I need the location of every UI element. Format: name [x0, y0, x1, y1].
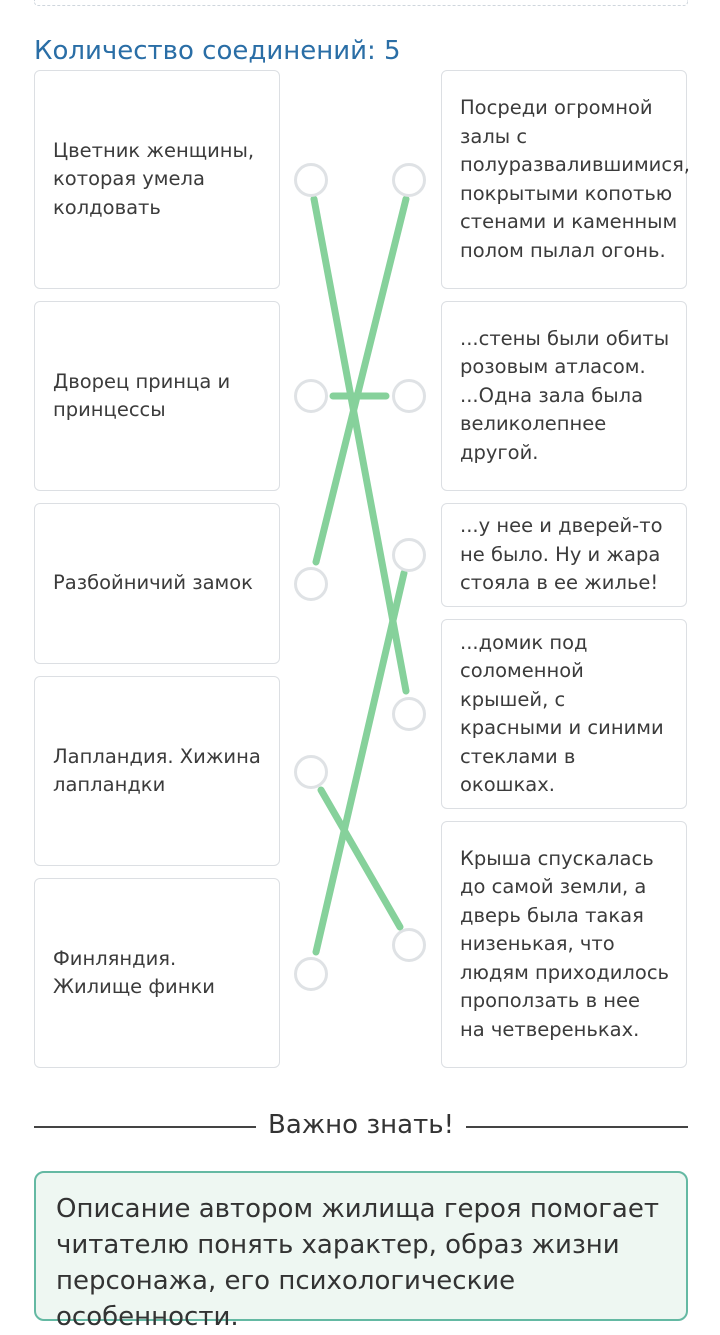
- right-item-label: ...домик под соломенной крышей, с красными и синими стеклами в окошках.: [460, 630, 664, 796]
- left-item-robber-castle[interactable]: [34, 503, 280, 664]
- info-text: Описание автором жилища героя помогает читателю понять характер, образ жизни персонажа, его психологические особенности.: [56, 1194, 660, 1332]
- right-item-label: Посреди огромной залы с полуразвалившимися, покрытыми копотью стенами и каменным полом пылал огонь.: [460, 96, 691, 262]
- right-item-hall-fire[interactable]: [441, 70, 691, 289]
- right-item-label: Крыша спускалась до самой земли, а дверь была такая низенькая, что людям приходилось проползать в нее на четвереньках.: [460, 846, 670, 1041]
- left-item-label: Финляндия. Жилище финки: [53, 946, 215, 998]
- right-item-straw-roof-house[interactable]: [441, 619, 687, 809]
- right-connector-dot[interactable]: [392, 697, 426, 731]
- left-item-label: Цветник женщины, которая умела колдовать: [53, 138, 255, 219]
- right-item-no-doors[interactable]: [441, 503, 687, 607]
- left-connector-dot[interactable]: [294, 755, 328, 789]
- left-item-palace[interactable]: [34, 301, 280, 491]
- right-connector-dot[interactable]: [392, 163, 426, 197]
- left-connector-dot[interactable]: [294, 163, 328, 197]
- right-item-pink-satin-walls[interactable]: [441, 301, 687, 491]
- left-connector-dot[interactable]: [294, 957, 328, 991]
- connection-line: [316, 199, 406, 562]
- left-item-lapland-hut[interactable]: [34, 676, 280, 866]
- info-box: [34, 1171, 688, 1332]
- left-item-label: Дворец принца и принцессы: [53, 369, 231, 421]
- left-item-label: Разбойничий замок: [53, 571, 253, 595]
- right-connector-dot[interactable]: [392, 538, 426, 572]
- important-title: Важно знать!: [267, 1110, 454, 1140]
- left-connector-dot[interactable]: [294, 567, 328, 601]
- connections-counter: Количество соединений: 5: [34, 36, 401, 66]
- left-item-finland-home[interactable]: [34, 878, 280, 1068]
- divider-right: [466, 1126, 688, 1128]
- connection-line: [321, 790, 400, 927]
- top-dashed-border: [34, 0, 688, 6]
- connection-line: [316, 573, 404, 952]
- left-connector-dot[interactable]: [294, 379, 328, 413]
- right-item-label: ...у нее и дверей-то не было. Ну и жара стояла в ее жилье!: [460, 514, 663, 595]
- right-connector-dot[interactable]: [392, 928, 426, 962]
- divider-left: [34, 1126, 256, 1128]
- right-item-label: ...стены были обиты розовым атласом. ...Одна зала была великолепнее другой.: [460, 326, 670, 464]
- right-item-low-door-roof[interactable]: [441, 821, 687, 1068]
- left-item-label: Лапландия. Хижина лапландки: [53, 744, 261, 796]
- left-item-flower-garden[interactable]: [34, 70, 280, 289]
- connection-line: [314, 199, 406, 691]
- right-connector-dot[interactable]: [392, 379, 426, 413]
